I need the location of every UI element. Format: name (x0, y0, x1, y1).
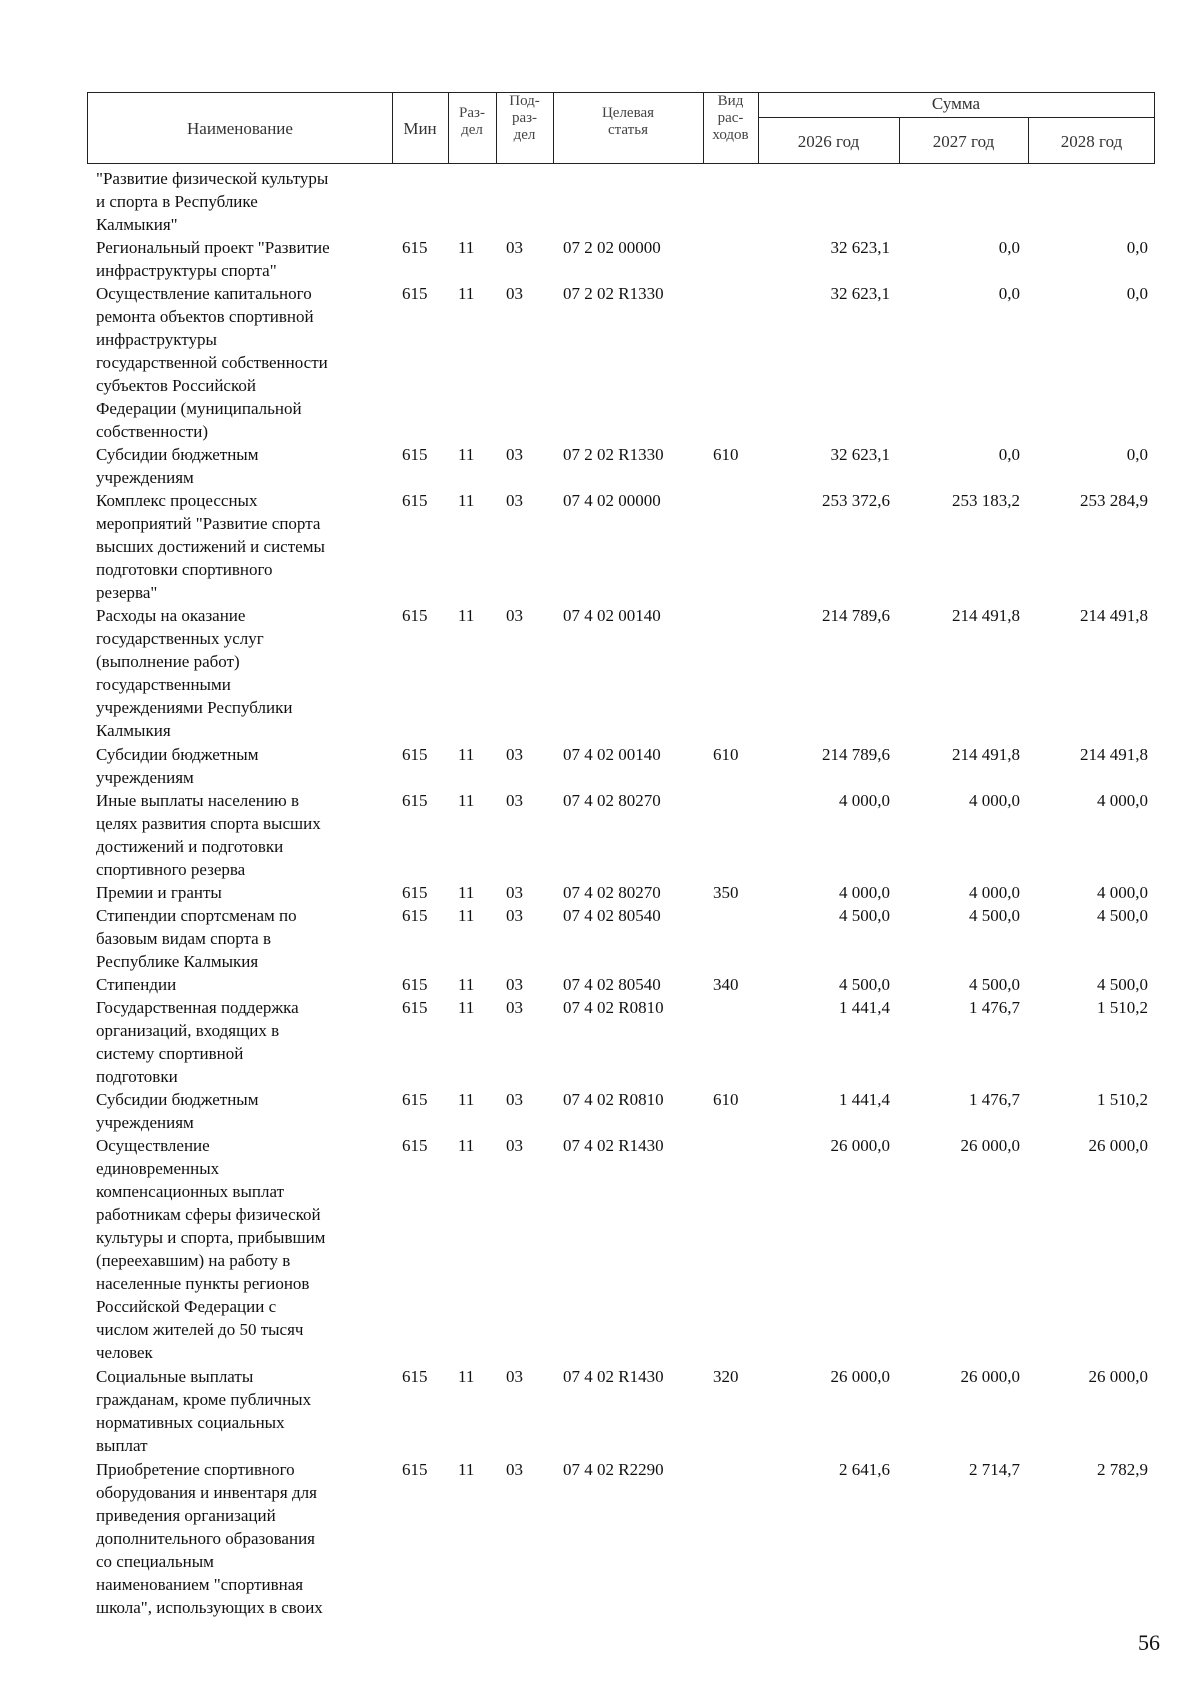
cell-sum-2028: 4 000,0 (1097, 883, 1148, 902)
cell-celevaya: 07 4 02 R0810 (563, 1090, 664, 1109)
row-name: Расходы на оказание государственных услуг (выполнение работ) государственными учреждениями Республики Калмыкия (96, 606, 293, 740)
cell-razdel: 11 (458, 606, 475, 625)
header-podrazdel: Под- раз- дел (509, 93, 540, 143)
cell-podrazdel: 03 (506, 883, 523, 902)
cell-razdel: 11 (458, 1090, 475, 1109)
cell-celevaya: 07 4 02 R1430 (563, 1136, 664, 1155)
cell-celevaya: 07 4 02 00140 (563, 606, 661, 625)
cell-vid: 350 (713, 883, 739, 902)
cell-sum-2027: 26 000,0 (960, 1367, 1020, 1386)
cell-min: 615 (402, 745, 428, 764)
cell-sum-2027: 214 491,8 (952, 606, 1020, 625)
cell-podrazdel: 03 (506, 998, 523, 1017)
cell-podrazdel: 03 (506, 238, 523, 257)
cell-razdel: 11 (458, 1460, 475, 1479)
cell-sum-2028: 214 491,8 (1080, 745, 1148, 764)
table-header (87, 92, 1155, 164)
cell-sum-2026: 2 641,6 (839, 1460, 890, 1479)
cell-sum-2028: 214 491,8 (1080, 606, 1148, 625)
cell-podrazdel: 03 (506, 975, 523, 994)
cell-vid: 610 (713, 1090, 739, 1109)
cell-podrazdel: 03 (506, 491, 523, 510)
cell-min: 615 (402, 1367, 428, 1386)
cell-min: 615 (402, 491, 428, 510)
cell-sum-2026: 32 623,1 (830, 284, 890, 303)
cell-podrazdel: 03 (506, 745, 523, 764)
header-summa: Сумма (931, 94, 981, 113)
cell-min: 615 (402, 975, 428, 994)
cell-sum-2028: 0,0 (1126, 445, 1148, 464)
cell-min: 615 (402, 1090, 428, 1109)
cell-sum-2027: 0,0 (998, 284, 1020, 303)
cell-min: 615 (402, 998, 428, 1017)
cell-celevaya: 07 4 02 80540 (563, 906, 661, 925)
row-name: Субсидии бюджетным учреждениям (96, 445, 259, 487)
header-celevaya: Целевая статья (601, 105, 655, 138)
cell-sum-2028: 4 000,0 (1097, 791, 1148, 810)
cell-sum-2027: 0,0 (998, 445, 1020, 464)
cell-razdel: 11 (458, 238, 475, 257)
row-name: Иные выплаты населению в целях развития спорта высших достижений и подготовки спортивного резерва (96, 791, 321, 879)
cell-celevaya: 07 4 02 80540 (563, 975, 661, 994)
cell-vid: 610 (713, 445, 739, 464)
header-vid: Вид рас- ходов (712, 93, 749, 143)
cell-celevaya: 07 2 02 R1330 (563, 445, 664, 464)
cell-razdel: 11 (458, 883, 475, 902)
cell-razdel: 11 (458, 975, 475, 994)
cell-sum-2028: 26 000,0 (1088, 1367, 1148, 1386)
row-name: Стипендии (96, 975, 177, 994)
cell-sum-2028: 0,0 (1126, 238, 1148, 257)
cell-min: 615 (402, 1136, 428, 1155)
cell-sum-2027: 0,0 (998, 238, 1020, 257)
cell-podrazdel: 03 (506, 1136, 523, 1155)
cell-sum-2026: 26 000,0 (830, 1367, 890, 1386)
cell-min: 615 (402, 791, 428, 810)
header-year-2026: 2026 год (797, 132, 860, 151)
cell-podrazdel: 03 (506, 906, 523, 925)
cell-min: 615 (402, 1460, 428, 1479)
header-min: Мин (403, 119, 437, 138)
cell-podrazdel: 03 (506, 791, 523, 810)
cell-sum-2028: 253 284,9 (1080, 491, 1148, 510)
cell-min: 615 (402, 606, 428, 625)
cell-podrazdel: 03 (506, 606, 523, 625)
row-name: Стипендии спортсменам по базовым видам спорта в Республике Калмыкия (96, 906, 297, 971)
cell-celevaya: 07 4 02 80270 (563, 883, 661, 902)
cell-sum-2027: 1 476,7 (969, 1090, 1020, 1109)
cell-vid: 340 (713, 975, 739, 994)
cell-celevaya: 07 2 02 00000 (563, 238, 661, 257)
cell-sum-2026: 214 789,6 (822, 606, 890, 625)
cell-sum-2028: 1 510,2 (1097, 998, 1148, 1017)
cell-podrazdel: 03 (506, 284, 523, 303)
row-name: Комплекс процессных мероприятий "Развитие спорта высших достижений и системы подготовки спортивного резерва" (96, 491, 325, 602)
page-number: 56 (1138, 1630, 1160, 1655)
cell-razdel: 11 (458, 745, 475, 764)
cell-sum-2026: 32 623,1 (830, 445, 890, 464)
cell-sum-2027: 4 000,0 (969, 791, 1020, 810)
cell-razdel: 11 (458, 445, 475, 464)
cell-sum-2026: 32 623,1 (830, 238, 890, 257)
header-year-2027: 2027 год (932, 132, 995, 151)
cell-sum-2028: 4 500,0 (1097, 975, 1148, 994)
cell-min: 615 (402, 883, 428, 902)
cell-sum-2027: 253 183,2 (952, 491, 1020, 510)
cell-razdel: 11 (458, 284, 475, 303)
row-name: Субсидии бюджетным учреждениям (96, 1090, 259, 1132)
header-razdel: Раз- дел (459, 105, 485, 138)
row-name: Осуществление капитального ремонта объектов спортивной инфраструктуры государственной собственности субъектов Российской Федерации (муниципальной собственности) (96, 284, 328, 441)
row-name: Приобретение спортивного оборудования и инвентаря для приведения организаций дополнительного образования со специальным наименованием "спортивная школа", использующих в своих (96, 1460, 323, 1617)
cell-podrazdel: 03 (506, 445, 523, 464)
cell-celevaya: 07 2 02 R1330 (563, 284, 664, 303)
cell-razdel: 11 (458, 491, 475, 510)
cell-celevaya: 07 4 02 R2290 (563, 1460, 664, 1479)
cell-razdel: 11 (458, 1367, 475, 1386)
row-name: Государственная поддержка организаций, входящих в систему спортивной подготовки (96, 998, 299, 1086)
cell-celevaya: 07 4 02 R1430 (563, 1367, 664, 1386)
cell-vid: 320 (713, 1367, 739, 1386)
cell-sum-2026: 253 372,6 (822, 491, 890, 510)
cell-sum-2026: 26 000,0 (830, 1136, 890, 1155)
cell-sum-2026: 4 000,0 (839, 883, 890, 902)
cell-sum-2026: 4 500,0 (839, 906, 890, 925)
cell-sum-2027: 214 491,8 (952, 745, 1020, 764)
cell-celevaya: 07 4 02 00000 (563, 491, 661, 510)
cell-sum-2028: 2 782,9 (1097, 1460, 1148, 1479)
cell-min: 615 (402, 284, 428, 303)
cell-celevaya: 07 4 02 80270 (563, 791, 661, 810)
header-year-2028: 2028 год (1060, 132, 1123, 151)
cell-sum-2027: 4 500,0 (969, 975, 1020, 994)
cell-sum-2026: 214 789,6 (822, 745, 890, 764)
cell-podrazdel: 03 (506, 1460, 523, 1479)
cell-min: 615 (402, 238, 428, 257)
cell-razdel: 11 (458, 906, 475, 925)
row-name: Региональный проект "Развитие инфраструктуры спорта" (96, 238, 330, 280)
row-name: Осуществление единовременных компенсационных выплат работникам сферы физической культуры и спорта, прибывшим (переехавшим) на работу в населенные пункты регионов Российской Федерации с числом жителей до 50 тысяч человек (96, 1136, 326, 1362)
cell-razdel: 11 (458, 791, 475, 810)
cell-sum-2027: 2 714,7 (969, 1460, 1020, 1479)
cell-sum-2026: 4 000,0 (839, 791, 890, 810)
cell-sum-2027: 1 476,7 (969, 998, 1020, 1017)
header-name: Наименование (187, 119, 293, 138)
cell-sum-2027: 4 000,0 (969, 883, 1020, 902)
cell-sum-2027: 26 000,0 (960, 1136, 1020, 1155)
row-name: Субсидии бюджетным учреждениям (96, 745, 259, 787)
cell-sum-2028: 4 500,0 (1097, 906, 1148, 925)
cell-min: 615 (402, 906, 428, 925)
cell-celevaya: 07 4 02 00140 (563, 745, 661, 764)
cell-sum-2028: 26 000,0 (1088, 1136, 1148, 1155)
cell-sum-2026: 4 500,0 (839, 975, 890, 994)
cell-sum-2028: 0,0 (1126, 284, 1148, 303)
divider (758, 117, 1154, 118)
cell-sum-2028: 1 510,2 (1097, 1090, 1148, 1109)
row-name: Премии и гранты (96, 883, 222, 902)
cell-min: 615 (402, 445, 428, 464)
cell-podrazdel: 03 (506, 1090, 523, 1109)
cell-sum-2026: 1 441,4 (839, 998, 890, 1017)
cell-sum-2027: 4 500,0 (969, 906, 1020, 925)
cell-sum-2026: 1 441,4 (839, 1090, 890, 1109)
cell-razdel: 11 (458, 998, 475, 1017)
cell-vid: 610 (713, 745, 739, 764)
cell-celevaya: 07 4 02 R0810 (563, 998, 664, 1017)
cell-podrazdel: 03 (506, 1367, 523, 1386)
cell-razdel: 11 (458, 1136, 475, 1155)
row-name: Социальные выплаты гражданам, кроме публичных нормативных социальных выплат (96, 1367, 312, 1455)
row-name: "Развитие физической культуры и спорта в Республике Калмыкия" (96, 169, 329, 234)
